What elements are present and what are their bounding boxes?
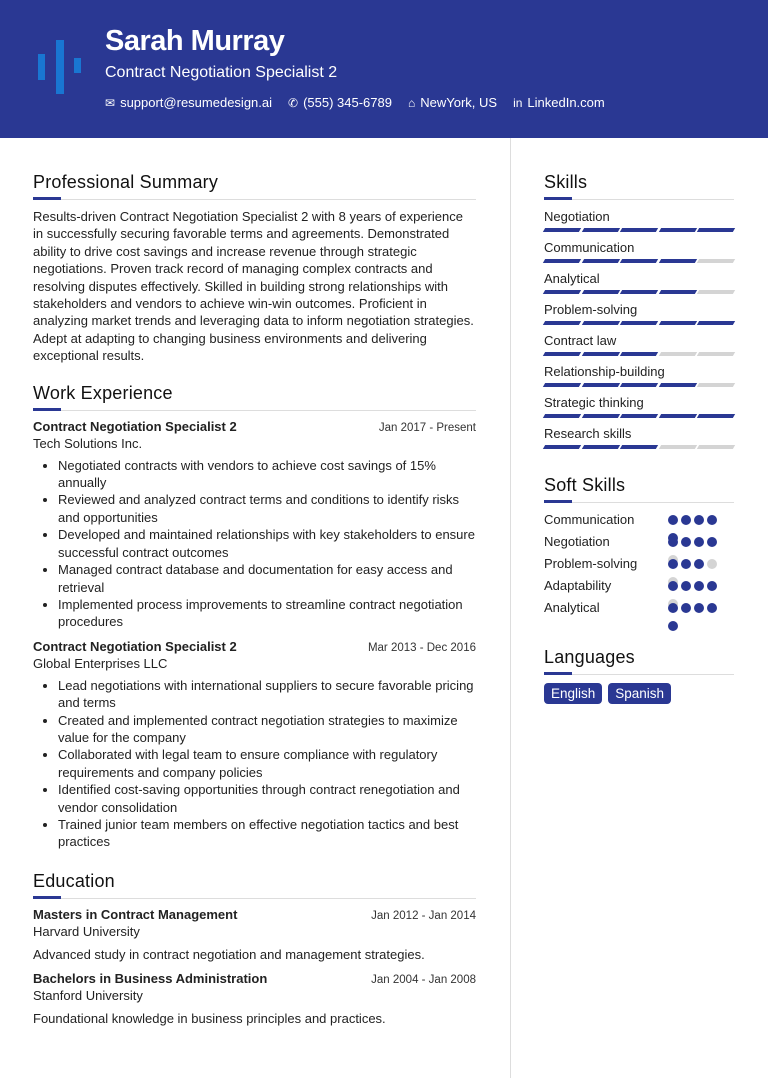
home-icon: ⌂ xyxy=(407,95,416,110)
skill-level-segment xyxy=(620,228,658,232)
skill-item xyxy=(544,301,734,325)
skill-level-segment xyxy=(543,228,581,232)
education-dates: Jan 2004 - Jan 2008 xyxy=(371,973,476,986)
skill-item xyxy=(544,425,734,449)
skill-level-bar xyxy=(544,290,734,294)
skill-level-bar xyxy=(544,445,734,449)
section-heading: Education xyxy=(33,871,476,899)
job-bullets xyxy=(33,677,476,851)
skill-level-segment xyxy=(581,414,619,418)
skill-level-segment xyxy=(620,321,658,325)
soft-skill-rating xyxy=(668,511,722,533)
skill-level-segment xyxy=(620,290,658,294)
section-heading: Skills xyxy=(544,172,734,200)
resume-header xyxy=(0,0,768,138)
summary-text: Results-driven Contract Negotiation Specialist 2 with 8 years of experience in successfully securing favorable terms and agreements. Demonstrated ability to drive cost savings and increase revenue through strategic negotiations. Proven track record of managing complex contracts and resolving disputes effectively. Skilled in building strong relationships with stakeholders and vendors to achieve win-win outcomes. Proficient in analyzing market trends and leveraging data to inform negotiation strategies. Adept at adapting to changing business environments and delivering exceptional results. xyxy=(33,209,474,364)
skill-level-segment xyxy=(581,445,619,449)
skill-level-segment xyxy=(659,259,697,263)
skill-level-segment xyxy=(581,352,619,356)
skill-level-segment xyxy=(620,352,658,356)
skill-level-segment xyxy=(697,259,735,263)
envelope-icon: ✉ xyxy=(105,95,116,110)
experience-section xyxy=(33,383,476,851)
skill-level-bar xyxy=(544,228,734,232)
job-dates: Jan 2017 - Present xyxy=(378,421,476,434)
languages-section xyxy=(544,647,734,704)
job-header xyxy=(33,639,476,654)
bullet-item: • Implemented process improvements to streamline contract negotiation procedures xyxy=(58,596,476,631)
job-title: Contract Negotiation Specialist 2 xyxy=(33,418,237,434)
logo-icon xyxy=(38,40,84,96)
contact-text: (555) 345-6789 xyxy=(303,95,392,110)
bullet-item: • Negotiated contracts with vendors to achieve cost savings of 15% annually xyxy=(58,457,476,492)
rating-dot xyxy=(668,603,678,613)
contact-text: NewYork, US xyxy=(420,95,498,110)
soft-skill-name: Adaptability xyxy=(544,578,612,593)
rating-dot xyxy=(707,515,717,525)
soft-skill-item xyxy=(544,577,734,599)
bullet-item: • Managed contract database and documentation for easy access and retrieval xyxy=(58,561,476,596)
section-heading: Professional Summary xyxy=(33,172,476,200)
summary-section xyxy=(33,172,476,365)
skill-level-segment xyxy=(543,445,581,449)
education-description: Foundational knowledge in business principles and practices. xyxy=(33,1010,386,1026)
skill-name: Research skills xyxy=(544,426,632,441)
skill-level-bar xyxy=(544,321,734,325)
soft-skills-section xyxy=(544,475,734,621)
skill-level-segment xyxy=(659,228,697,232)
job-entry xyxy=(33,639,476,851)
rating-dot xyxy=(694,581,704,591)
rating-dot xyxy=(694,559,704,569)
skill-level-bar xyxy=(544,414,734,418)
soft-skill-rating xyxy=(668,599,722,621)
side-column xyxy=(544,172,734,704)
contact-item[interactable] xyxy=(513,95,605,110)
soft-skill-item xyxy=(544,555,734,577)
bullet-item: • Created and implemented contract negotiation strategies to maximize value for the company xyxy=(58,712,476,747)
skill-item xyxy=(544,394,734,418)
bullet-item: • Developed and maintained relationships with key stakeholders to ensure successful contract outcomes xyxy=(58,526,476,561)
skill-level-segment xyxy=(543,321,581,325)
bullet-item: • Reviewed and analyzed contract terms and conditions to identify risks and opportunities xyxy=(58,491,476,526)
degree: Masters in Contract Management xyxy=(33,906,238,922)
skill-level-segment xyxy=(697,445,735,449)
rating-dot xyxy=(668,537,678,547)
education-entry xyxy=(33,971,476,1026)
education-dates: Jan 2012 - Jan 2014 xyxy=(371,909,476,922)
rating-dot xyxy=(707,559,717,569)
skill-level-segment xyxy=(581,383,619,387)
skill-level-segment xyxy=(659,290,697,294)
skill-name: Relationship-building xyxy=(544,364,665,379)
rating-dot xyxy=(668,581,678,591)
company-name: Global Enterprises LLC xyxy=(33,655,168,671)
skill-level-bar xyxy=(544,383,734,387)
skill-level-segment xyxy=(697,321,735,325)
section-heading: Work Experience xyxy=(33,383,476,411)
soft-skill-rating xyxy=(668,577,722,599)
soft-skill-rating xyxy=(668,533,722,555)
section-heading: Soft Skills xyxy=(544,475,734,503)
rating-dot xyxy=(707,603,717,613)
rating-dot xyxy=(668,515,678,525)
skill-name: Problem-solving xyxy=(544,302,638,317)
soft-skill-item xyxy=(544,511,734,533)
skill-level-segment xyxy=(659,352,697,356)
skill-level-bar xyxy=(544,259,734,263)
education-description: Advanced study in contract negotiation and management strategies. xyxy=(33,946,425,962)
skill-level-segment xyxy=(697,414,735,418)
skill-level-segment xyxy=(697,290,735,294)
education-header xyxy=(33,907,476,922)
job-header xyxy=(33,419,476,434)
degree: Bachelors in Business Administration xyxy=(33,970,268,986)
soft-skill-name: Problem-solving xyxy=(544,556,638,571)
skill-level-segment xyxy=(543,414,581,418)
job-bullets xyxy=(33,457,476,631)
skill-level-segment xyxy=(581,290,619,294)
skill-item xyxy=(544,270,734,294)
rating-dot xyxy=(668,621,678,631)
skill-item xyxy=(544,239,734,263)
skill-level-segment xyxy=(659,445,697,449)
skill-level-segment xyxy=(697,383,735,387)
bullet-item: • Collaborated with legal team to ensure compliance with regulatory requirements and company policies xyxy=(58,746,476,781)
skill-item xyxy=(544,363,734,387)
skill-name: Negotiation xyxy=(544,209,610,224)
education-header xyxy=(33,971,476,986)
skill-level-segment xyxy=(620,383,658,387)
section-heading: Languages xyxy=(544,647,734,675)
education-section xyxy=(33,871,476,1026)
language-badge: English xyxy=(544,683,602,704)
skill-item xyxy=(544,208,734,232)
job-dates: Mar 2013 - Dec 2016 xyxy=(367,641,476,654)
skill-level-segment xyxy=(543,352,581,356)
skill-name: Communication xyxy=(544,240,635,255)
soft-skill-item xyxy=(544,599,734,621)
skill-name: Analytical xyxy=(544,271,600,286)
bullet-item: • Trained junior team members on effective negotiation tactics and best practices xyxy=(58,816,476,851)
school-name: Harvard University xyxy=(33,923,140,939)
rating-dot xyxy=(681,603,691,613)
skill-level-segment xyxy=(620,259,658,263)
skill-level-segment xyxy=(543,259,581,263)
candidate-name: Sarah Murray xyxy=(105,25,285,57)
bullet-item: • Lead negotiations with international suppliers to secure favorable pricing and terms xyxy=(58,677,476,712)
skills-section xyxy=(544,172,734,449)
rating-dot xyxy=(681,559,691,569)
skill-level-segment xyxy=(581,321,619,325)
linkedin-icon: in xyxy=(513,95,523,110)
job-entry xyxy=(33,419,476,631)
contact-text: LinkedIn.com xyxy=(527,95,605,110)
soft-skill-name: Negotiation xyxy=(544,534,610,549)
skill-level-segment xyxy=(620,445,658,449)
rating-dot xyxy=(694,603,704,613)
skill-level-segment xyxy=(659,383,697,387)
rating-dot xyxy=(694,537,704,547)
skill-level-segment xyxy=(697,228,735,232)
rating-dot xyxy=(707,537,717,547)
column-divider xyxy=(510,138,511,1078)
job-title: Contract Negotiation Specialist 2 xyxy=(33,638,237,654)
skill-level-segment xyxy=(659,414,697,418)
rating-dot xyxy=(707,581,717,591)
soft-skill-rating xyxy=(668,555,722,577)
rating-dot xyxy=(681,515,691,525)
skill-level-segment xyxy=(543,383,581,387)
bullet-item: • Identified cost-saving opportunities through contract renegotiation and vendor consolidation xyxy=(58,781,476,816)
skill-level-segment xyxy=(581,228,619,232)
contact-item[interactable] xyxy=(288,95,392,110)
contact-text: support@resumedesign.ai xyxy=(120,95,273,110)
skill-level-segment xyxy=(620,414,658,418)
soft-skill-name: Analytical xyxy=(544,600,600,615)
language-badge: Spanish xyxy=(608,683,671,704)
education-entry xyxy=(33,907,476,962)
skill-name: Contract law xyxy=(544,333,617,348)
skill-item xyxy=(544,332,734,356)
school-name: Stanford University xyxy=(33,987,143,1003)
rating-dot xyxy=(681,581,691,591)
company-name: Tech Solutions Inc. xyxy=(33,435,143,451)
skill-level-segment xyxy=(581,259,619,263)
soft-skill-item xyxy=(544,533,734,555)
skill-name: Strategic thinking xyxy=(544,395,644,410)
skill-level-segment xyxy=(697,352,735,356)
rating-dot xyxy=(668,559,678,569)
phone-icon: ✆ xyxy=(288,95,299,110)
rating-dot xyxy=(681,537,691,547)
main-column xyxy=(33,172,476,1035)
contact-item[interactable] xyxy=(105,95,272,110)
rating-dot xyxy=(694,515,704,525)
contact-item[interactable] xyxy=(408,95,497,110)
skill-level-bar xyxy=(544,352,734,356)
skill-level-segment xyxy=(543,290,581,294)
candidate-title: Contract Negotiation Specialist 2 xyxy=(105,64,338,81)
skill-level-segment xyxy=(659,321,697,325)
soft-skill-name: Communication xyxy=(544,512,635,527)
contact-list xyxy=(105,95,605,110)
